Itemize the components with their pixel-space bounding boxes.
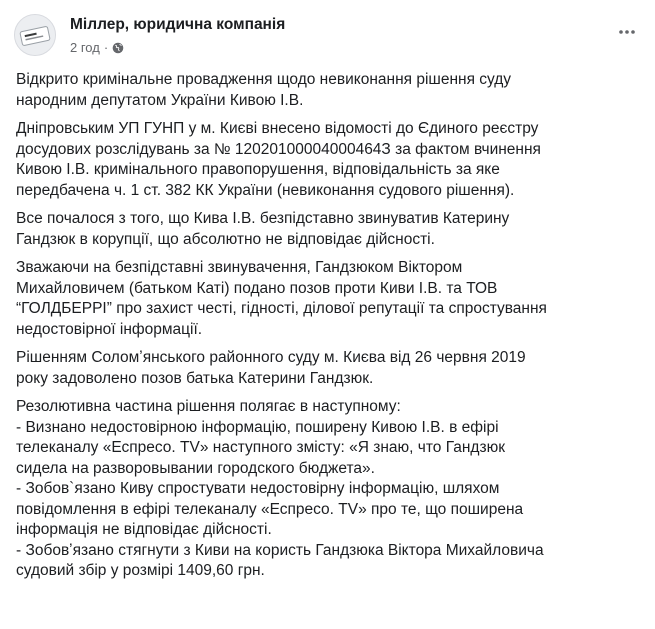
- post-paragraph: Відкрито кримінальне провадження щодо невиконання рішення суду народним депутатом України Кивою І.В.: [16, 71, 512, 109]
- post-paragraph: Резолютивна частина рішення полягає в наступному: - Визнано недостовірною інформацію, поширену Кивою І.В. в ефірі телеканалу «Еспресо. TV» наступного змісту: «Я знаю, что Гандзюк сидела на разворовывании городского бюджета». - Зобов`язано Киву спростувати недостовірну інформацію, шляхом повідомлення в ефірі телеканалу «Еспресо. TV» про те, що поширена інформація не відповідає дійсності. - Зобовʼязано стягнути з Киви на користь Гандзюка Віктора Михайловича судовий збір у розмірі 1409,60 грн.: [16, 398, 544, 579]
- post-paragraph: Рішенням Соломʼянського районного суду м. Києва від 26 червня 2019 року задоволено позов батька Катерини Гандзюк.: [16, 349, 526, 387]
- post-header: [14, 14, 641, 64]
- post-timestamp[interactable]: 2 год: [70, 40, 100, 55]
- post-meta: [70, 40, 124, 55]
- post-paragraph: Зважаючи на безпідставні звинувачення, Гандзюком Віктором Михайловичем (батьком Каті) подано позов проти Киви І.В. та ТОВ “ГОЛДБЕРРІ” про захист честі, гідності, ділової репутації та спростування недостовірної інформації.: [16, 259, 547, 338]
- post-content: [16, 70, 638, 582]
- more-options-icon[interactable]: [615, 24, 639, 40]
- globe-icon[interactable]: [112, 42, 124, 54]
- post-paragraph: Все почалося з того, що Кива І.В. безпідставно звинуватив Катерину Гандзюк в корупції, що абсолютно не відповідає дійсності.: [16, 210, 510, 248]
- company-logo-icon: [15, 15, 55, 55]
- meta-separator: ·: [103, 40, 109, 55]
- post-author[interactable]: Міллер, юридична компанія: [70, 16, 286, 33]
- post-paragraph: Дніпровським УП ГУНП у м. Києві внесено відомості до Єдиного реєстру досудових розслідувань за № 12020100004000464З за фактом вчинення Кивою І.В. кримінального правопорушення, відповідальність за яке передбачена ч. 1 ст. 382 КК України (невиконання судового рішення).: [16, 120, 541, 199]
- company-avatar[interactable]: [14, 14, 56, 56]
